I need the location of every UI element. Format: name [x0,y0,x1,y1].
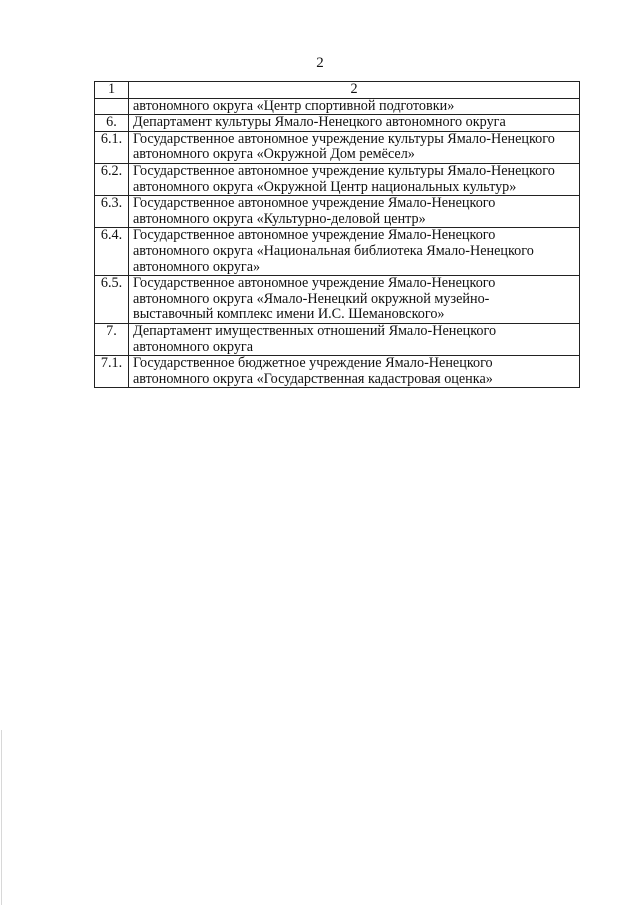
row-number: 6.2. [95,163,129,195]
table-row [95,276,580,324]
column-text-header: 2 [129,82,580,99]
row-text: Департамент культуры Ямало-Ненецкого автономного округа [129,115,580,132]
row-number: 6.1. [95,131,129,163]
row-text: Государственное автономное учреждение Ямало-Ненецкого автономного округа «Национальная библиотека Ямало-Ненецкого автономного округа» [129,228,580,276]
row-text: Государственное бюджетное учреждение Ямало-Ненецкого автономного округа «Государственная кадастровая оценка» [129,356,580,388]
table-row [95,98,580,115]
table-body [95,82,580,388]
row-number: 7. [95,323,129,355]
table-row [95,163,580,195]
table-row [95,115,580,132]
row-number: 6.5. [95,276,129,324]
table-row [95,228,580,276]
row-text: Государственное автономное учреждение культуры Ямало-Ненецкого автономного округа «Окружной Центр национальных культур» [129,163,580,195]
row-text: Государственное автономное учреждение культуры Ямало-Ненецкого автономного округа «Окружной Дом ремёсел» [129,131,580,163]
column-number-header: 1 [95,82,129,99]
row-number: 6.4. [95,228,129,276]
table-row [95,356,580,388]
row-number [95,98,129,115]
scan-edge-line [1,730,2,905]
row-number: 7.1. [95,356,129,388]
table-row [95,196,580,228]
page-number: 2 [316,55,324,71]
row-text: Государственное автономное учреждение Ямало-Ненецкого автономного округа «Культурно-деловой центр» [129,196,580,228]
row-text: Государственное автономное учреждение Ямало-Ненецкого автономного округа «Ямало-Ненецкий окружной музейно- выставочный комплекс имени И.С. Шемановского» [129,276,580,324]
table-row [95,323,580,355]
row-text: Департамент имущественных отношений Ямало-Ненецкого автономного округа [129,323,580,355]
row-number: 6. [95,115,129,132]
table-header-row [95,82,580,99]
organizations-table [94,81,580,388]
row-text: автономного округа «Центр спортивной подготовки» [129,98,580,115]
row-number: 6.3. [95,196,129,228]
table-row [95,131,580,163]
